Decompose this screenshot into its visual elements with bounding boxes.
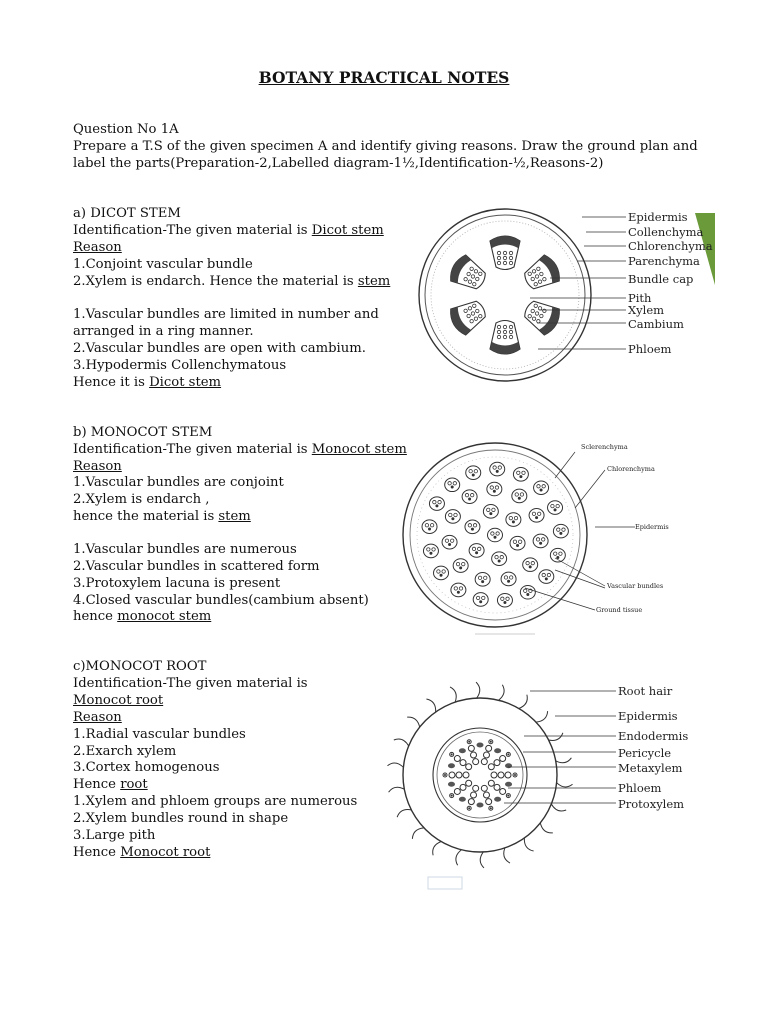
label-cambium: Cambium (628, 317, 684, 331)
ms-bundle (512, 489, 527, 503)
ms-bundle (473, 593, 488, 607)
ms-protoxylem (518, 497, 521, 500)
dicot-bundle (446, 253, 490, 296)
label-xylem: Xylem (628, 303, 665, 317)
ms-bundle (490, 462, 505, 476)
mr-hence-2 (73, 845, 210, 862)
ms-bundle (434, 566, 449, 580)
ms-bundle (422, 520, 437, 534)
label-collenchyma: Collenchyma (628, 225, 704, 239)
root-hair (426, 699, 435, 712)
monocot-stem-identification (73, 442, 407, 459)
dicot-stem-diagram (390, 205, 720, 385)
root-phloem-patch (477, 803, 484, 808)
ms-protoxylem (503, 601, 506, 604)
dicot-bundle (490, 321, 520, 355)
ms-bundle (466, 466, 481, 480)
root-hair (556, 758, 572, 763)
ms-bundle (451, 583, 466, 597)
mr-hence1-value: root (120, 777, 148, 792)
ms-bundle (442, 535, 457, 549)
ms-protoxylem (429, 552, 432, 555)
dicot-reason-label: Reason (73, 240, 122, 255)
root-hair (407, 717, 420, 727)
label-metaxylem: Metaxylem (618, 761, 683, 775)
mr-hence2-prefix: Hence (73, 845, 121, 860)
root-phloem-patch (477, 743, 484, 748)
root-xylem-cell (454, 756, 460, 762)
root-phloem-patch (505, 782, 512, 787)
root-xylem-cell (460, 784, 466, 790)
dicot-reason-2 (73, 274, 390, 291)
label-protoxylem: Protoxylem (618, 797, 685, 811)
dicot-ident-value: Dicot stem (311, 223, 384, 238)
ms-bundle (492, 552, 507, 566)
mr-reason-2: 2.Exarch xylem (73, 744, 177, 759)
ms-protoxylem (516, 544, 519, 547)
ms-protoxylem (545, 577, 548, 580)
root-hair (394, 739, 409, 746)
dicot-hence (73, 375, 221, 392)
ms-bundle (475, 573, 490, 587)
label-root-epidermis: Epidermis (618, 709, 678, 723)
ms-bundle (529, 509, 544, 523)
ms-r3-prefix: hence the material is (73, 509, 219, 524)
ms-protoxylem (468, 497, 471, 500)
ms-bundle (548, 501, 563, 515)
ms-protoxylem (540, 489, 543, 492)
root-hair (476, 682, 480, 698)
ms-bundle (487, 482, 502, 496)
dicot-bundle (490, 236, 520, 270)
ms-protoxylem (556, 556, 559, 559)
monocot-root-heading: c)MONOCOT ROOT (73, 659, 207, 674)
dicot-bundle (520, 253, 564, 296)
ms-bundle (423, 544, 438, 558)
mr-hence-1 (73, 777, 148, 794)
ms-hence-prefix: hence (73, 609, 118, 624)
dicot-reason-1: 1.Conjoint vascular bundle (73, 257, 253, 272)
dicot-ident-prefix: Identification-The given material is (73, 223, 312, 238)
ms-protoxylem (471, 528, 474, 531)
ms-protoxylem (479, 600, 482, 603)
root-xylem-cell (466, 764, 472, 770)
ms-protoxylem (526, 593, 529, 596)
ms-protoxylem (428, 528, 431, 531)
root-protoxylem-cell (507, 753, 509, 755)
ms-protoxylem (440, 574, 443, 577)
dicot-point-2: 2.Vascular bundles are open with cambium. (73, 341, 366, 356)
mr-reason-3: 3.Cortex homogenous (73, 760, 220, 775)
root-xylem-cell (500, 756, 506, 762)
ms-protoxylem (481, 580, 484, 583)
root-xylem-cell (505, 772, 511, 778)
ms-protoxylem (512, 520, 515, 523)
root-hair (389, 787, 405, 792)
dicot-r2-value: stem (357, 274, 391, 289)
root-hair (557, 783, 573, 787)
root-xylem-groups (443, 740, 517, 811)
dicot-identification (73, 223, 384, 240)
mr-point-3: 3.Large pith (73, 828, 156, 843)
ms-protoxylem (529, 565, 532, 568)
label-ms-chlorenchyma: Chlorenchyma (607, 465, 655, 473)
ms-r3-value: stem (218, 509, 251, 524)
ms-vascular-bundles (422, 462, 568, 607)
root-hair (480, 852, 484, 868)
root-phloem-patch (505, 763, 512, 768)
root-xylem-cell (481, 785, 487, 791)
mr-point-1: 1.Xylem and phloem groups are numerous (73, 794, 358, 809)
ms-protoxylem (494, 536, 497, 539)
mr-ident-value: Monocot root (73, 693, 164, 708)
ms-protoxylem (459, 566, 462, 569)
question-number: Question No 1A (73, 122, 179, 137)
ms-reason-3 (73, 509, 251, 526)
dicot-point-3: 3.Hypodermis Collenchymatous (73, 358, 287, 373)
dicot-heading: a) DICOT STEM (73, 206, 181, 221)
label-pith: Pith (628, 291, 652, 305)
root-hair (524, 838, 533, 851)
label-endodermis: Endodermis (618, 729, 689, 743)
ms-protoxylem (435, 504, 438, 507)
root-hair (397, 810, 411, 818)
root-epidermis-ring (403, 698, 557, 852)
root-xylem-cell (500, 788, 506, 794)
root-hair (412, 828, 424, 839)
label-parenchyma: Parenchyma (628, 254, 700, 268)
ms-point-4: 4.Closed vascular bundles(cambium absent) (73, 593, 369, 608)
ms-protoxylem (496, 470, 499, 473)
root-hair (536, 711, 548, 722)
dicot-hence-prefix: Hence it is (73, 375, 150, 390)
root-xylem-cell (473, 759, 479, 765)
root-xylem-cell (481, 759, 487, 765)
label-root-phloem: Phloem (618, 781, 662, 795)
label-root-hair: Root hair (618, 684, 673, 698)
ms-protoxylem (498, 559, 501, 562)
root-xylem-cell (488, 780, 494, 786)
ms-bundle (462, 490, 477, 504)
root-hairs (387, 682, 572, 868)
ms-reason-2: 2.Xylem is endarch , (73, 492, 210, 507)
label-ms-epidermis: Epidermis (635, 523, 669, 531)
ms-protoxylem (554, 508, 557, 511)
ms-protoxylem (451, 486, 454, 489)
root-protoxylem-cell (444, 774, 446, 776)
label-epidermis: Epidermis (628, 210, 688, 224)
label-vascular-bundles: Vascular bundles (607, 582, 664, 590)
ms-bundle (469, 544, 484, 558)
ms-bundle (553, 524, 568, 538)
root-phloem-patch (494, 797, 501, 802)
ms-protoxylem (475, 551, 478, 554)
root-hair (551, 804, 566, 811)
ms-point-1: 1.Vascular bundles are numerous (73, 542, 297, 557)
root-xylem-cell (460, 760, 466, 766)
root-protoxylem-cell (514, 774, 516, 776)
root-protoxylem-cell (507, 795, 509, 797)
root-xylem-cell (483, 752, 489, 758)
root-protoxylem-cell (468, 741, 470, 743)
root-phloem-patch (459, 748, 466, 753)
ms-reason-label: Reason (73, 459, 122, 474)
question-text: Prepare a T.S of the given specimen A and identify giving reasons. Draw the ground plan and label the parts(Preparation-2,Labelled diagram-1½,Identification-½,Reasons-2) (73, 139, 698, 171)
mr-point-2: 2.Xylem bundles round in shape (73, 811, 289, 826)
ms-protoxylem (519, 475, 522, 478)
root-phloem-patch (459, 797, 466, 802)
ms-bundle (488, 528, 503, 542)
root-xylem-cell (463, 772, 469, 778)
label-pericycle: Pericycle (618, 746, 672, 760)
ms-reason-1: 1.Vascular bundles are conjoint (73, 475, 284, 490)
root-xylem-cell (468, 745, 474, 751)
ms-protoxylem (539, 542, 542, 545)
ms-protoxylem (493, 490, 496, 493)
ms-bundle (513, 467, 528, 481)
ms-bundle (506, 513, 521, 527)
label-ground-tissue: Ground tissue (596, 606, 643, 614)
ms-point-2: 2.Vascular bundles in scattered form (73, 559, 320, 574)
ms-point-3: 3.Protoxylem lacuna is present (73, 576, 281, 591)
ms-hence (73, 609, 211, 626)
root-xylem-cell (483, 792, 489, 798)
root-hair (504, 848, 510, 863)
ms-protoxylem (559, 532, 562, 535)
ms-protoxylem (489, 512, 492, 515)
root-xylem-cell (486, 799, 492, 805)
mr-hence2-value: Monocot root (120, 845, 211, 860)
root-protoxylem-cell (490, 741, 492, 743)
label-sclerenchyma: Sclerenchyma (581, 443, 628, 451)
ms-bundle (520, 585, 535, 599)
label-bundle-cap: Bundle cap (628, 272, 694, 286)
dicot-bundle (446, 295, 490, 338)
ms-bundle (483, 505, 498, 519)
ms-bundle (429, 497, 444, 511)
root-xylem-cell (456, 772, 462, 778)
root-xylem-cell (473, 785, 479, 791)
root-xylem-cell (494, 760, 500, 766)
root-hair (433, 841, 441, 855)
root-xylem-cell (488, 764, 494, 770)
mr-reason-1: 1.Radial vascular bundles (73, 727, 246, 742)
ms-bundle (497, 593, 512, 607)
monocot-stem-heading: b) MONOCOT STEM (73, 425, 213, 440)
root-hair (387, 763, 403, 767)
ms-bundle (533, 534, 548, 548)
root-protoxylem-cell (490, 807, 492, 809)
dicot-point-1b: arranged in a ring manner. (73, 324, 254, 339)
ms-bundle (453, 559, 468, 573)
label-phloem: Phloem (628, 342, 672, 356)
root-xylem-cell (449, 772, 455, 778)
ms-ident-prefix: Identification-The given material is (73, 442, 312, 457)
root-xylem-cell (454, 788, 460, 794)
ms-protoxylem (457, 591, 460, 594)
label-chlorenchyma: Chlorenchyma (628, 239, 713, 253)
dicot-hence-value: Dicot stem (149, 375, 222, 390)
root-xylem-cell (486, 745, 492, 751)
ms-ident-value: Monocot stem (311, 442, 407, 457)
root-xylem-cell (468, 799, 474, 805)
ms-protoxylem (507, 580, 510, 583)
root-hair (549, 733, 563, 741)
ms-hence-value: monocot stem (117, 609, 212, 624)
page-title: BOTANY PRACTICAL NOTES (258, 68, 510, 87)
mr-hence1-prefix: Hence (73, 777, 121, 792)
root-phloem-patch (494, 748, 501, 753)
ms-protoxylem (535, 516, 538, 519)
ms-bundle (539, 570, 554, 584)
ms-bundle (465, 520, 480, 534)
root-hair (456, 850, 462, 866)
dicot-bundle (520, 295, 564, 338)
ms-bundle (445, 478, 460, 492)
root-stamp-mark (428, 877, 462, 889)
mr-ident-prefix: Identification-The given material is (73, 676, 308, 691)
ms-protoxylem (451, 517, 454, 520)
root-phloem-patch (448, 782, 455, 787)
root-xylem-cell (494, 784, 500, 790)
root-hair (450, 687, 456, 702)
monocot-stem-diagram (405, 438, 705, 638)
ms-bundle (510, 536, 525, 550)
ms-bundle (501, 572, 516, 586)
monocot-root-diagram (380, 675, 700, 895)
root-hair (499, 685, 505, 701)
ms-bundle (523, 558, 538, 572)
root-xylem-cell (471, 792, 477, 798)
root-xylem-cell (491, 772, 497, 778)
root-phloem-patch (448, 763, 455, 768)
root-hair (519, 695, 527, 709)
root-xylem-cell (498, 772, 504, 778)
mr-reason-label: Reason (73, 710, 122, 725)
root-protoxylem-cell (468, 807, 470, 809)
ms-protoxylem (472, 473, 475, 476)
root-xylem-cell (471, 752, 477, 758)
ms-bundle (445, 510, 460, 524)
root-xylem-cell (466, 780, 472, 786)
root-protoxylem-cell (451, 795, 453, 797)
dicot-point-1a: 1.Vascular bundles are limited in number and (73, 307, 379, 322)
ms-protoxylem (448, 543, 451, 546)
dicot-vascular-bundles (446, 236, 563, 354)
root-hair (540, 823, 553, 833)
dicot-outer-ring (419, 209, 591, 381)
dicot-r2-prefix: 2.Xylem is endarch. Hence the material is (73, 274, 358, 289)
root-protoxylem-cell (451, 753, 453, 755)
ms-bundle (534, 481, 549, 495)
